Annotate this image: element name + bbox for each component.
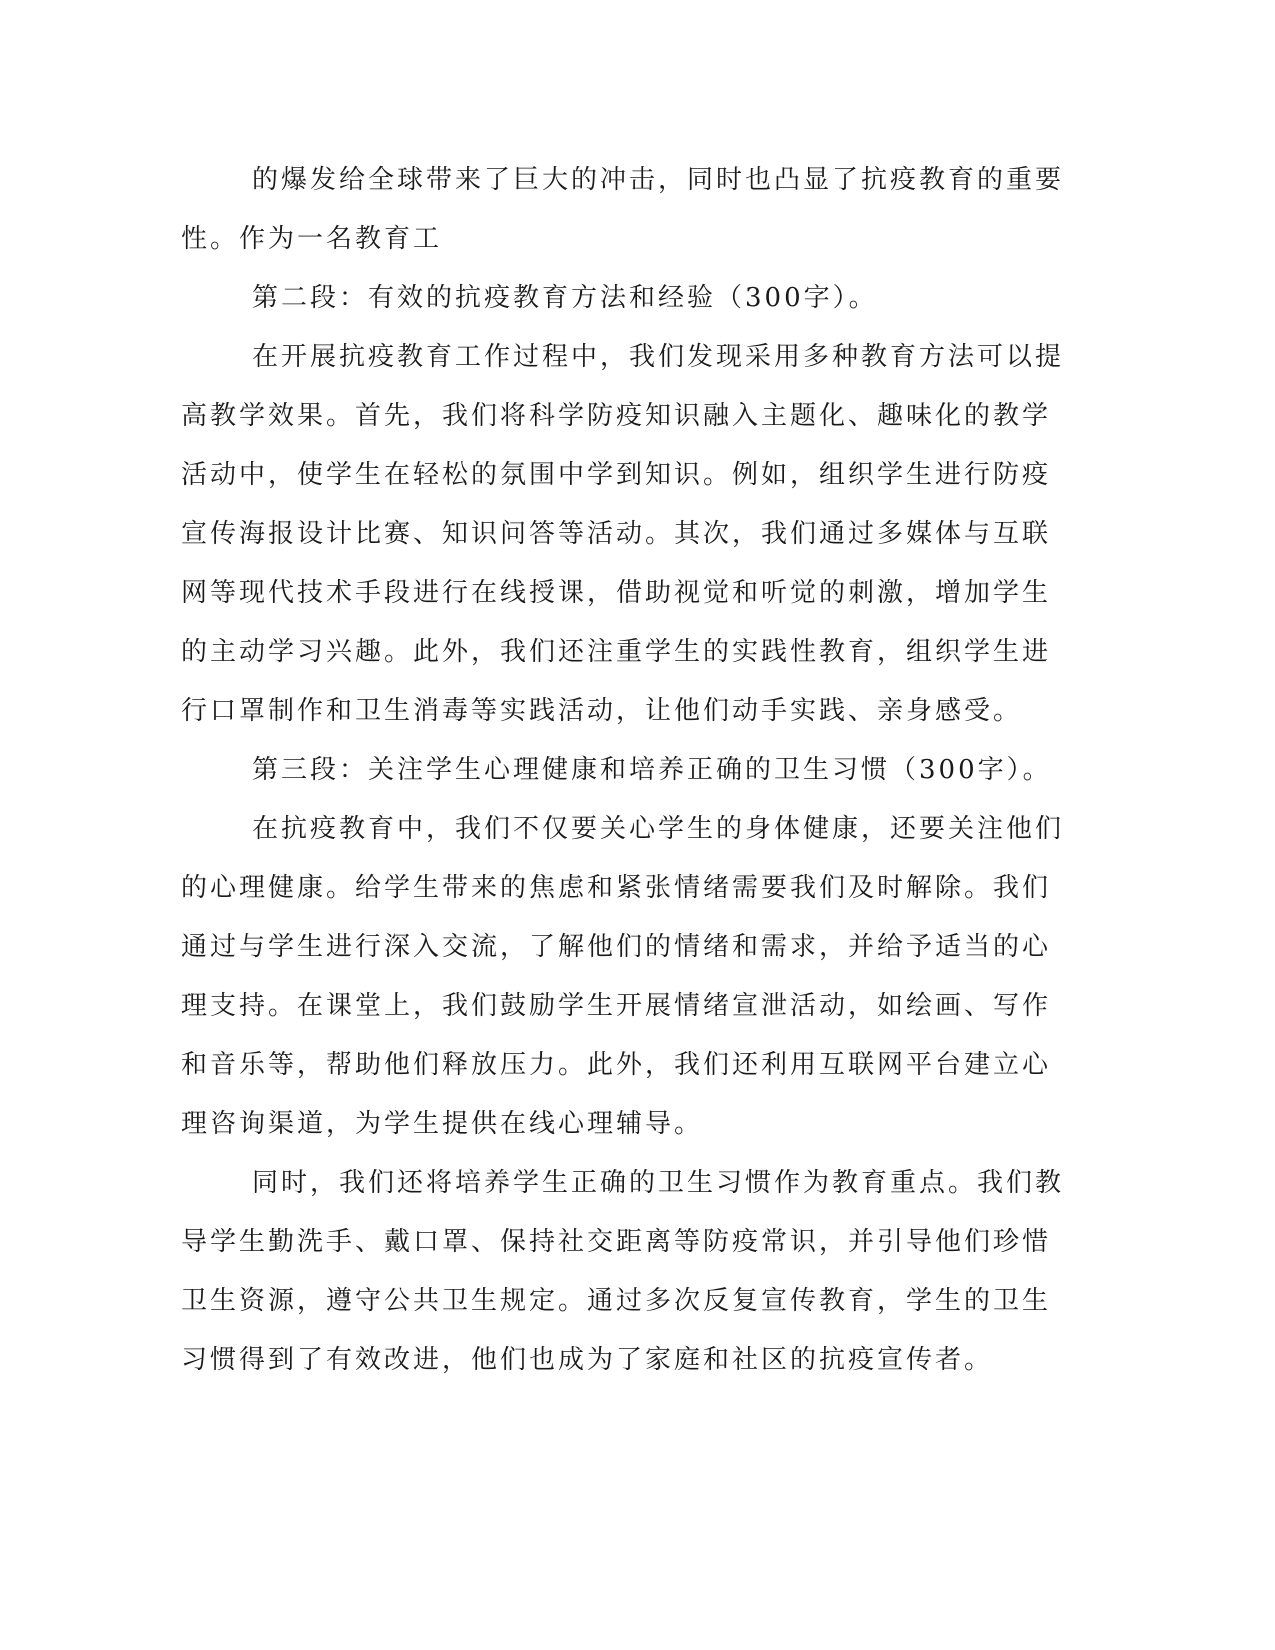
text-line: 的心理健康。给学生带来的焦虑和紧张情绪需要我们及时解除。我们 <box>181 873 1052 903</box>
text-line: 在开展抗疫教育工作过程中，我们发现采用多种教育方法可以提 <box>252 342 1065 372</box>
text-line: 导学生勤洗手、戴口罩、保持社交距离等防疫常识，并引导他们珍惜 <box>181 1227 1052 1257</box>
text-line: 的主动学习兴趣。此外，我们还注重学生的实践性教育，组织学生进 <box>181 637 1052 667</box>
text-line: 通过与学生进行深入交流，了解他们的情绪和需求，并给予适当的心 <box>181 932 1052 962</box>
text-line: 高教学效果。首先，我们将科学防疫知识融入主题化、趣味化的教学 <box>181 401 1052 431</box>
text-line: 活动中，使学生在轻松的氛围中学到知识。例如，组织学生进行防疫 <box>181 460 1052 490</box>
text-line: 同时，我们还将培养学生正确的卫生习惯作为教育重点。我们教 <box>252 1168 1065 1198</box>
section-heading: 第三段：关注学生心理健康和培养正确的卫生习惯（300字）。 <box>252 755 1052 785</box>
text-line: 网等现代技术手段进行在线授课，借助视觉和听觉的刺激，增加学生 <box>181 578 1052 608</box>
section-heading: 第二段：有效的抗疫教育方法和经验（300字）。 <box>252 283 878 313</box>
text-line: 在抗疫教育中，我们不仅要关心学生的身体健康，还要关注他们 <box>252 814 1065 844</box>
text-line: 行口罩制作和卫生消毒等实践活动，让他们动手实践、亲身感受。 <box>181 696 1023 726</box>
text-line: 性。作为一名教育工 <box>181 224 443 254</box>
text-line: 的爆发给全球带来了巨大的冲击，同时也凸显了抗疫教育的重要 <box>252 165 1065 195</box>
text-line: 卫生资源，遵守公共卫生规定。通过多次反复宣传教育，学生的卫生 <box>181 1286 1052 1316</box>
text-line: 宣传海报设计比赛、知识问答等活动。其次，我们通过多媒体与互联 <box>181 519 1052 549</box>
text-line: 理支持。在课堂上，我们鼓励学生开展情绪宣泄活动，如绘画、写作 <box>181 991 1052 1021</box>
text-line: 和音乐等，帮助他们释放压力。此外，我们还利用互联网平台建立心 <box>181 1050 1052 1080</box>
text-line: 习惯得到了有效改进，他们也成为了家庭和社区的抗疫宣传者。 <box>181 1345 994 1375</box>
text-line: 理咨询渠道，为学生提供在线心理辅导。 <box>181 1109 704 1139</box>
